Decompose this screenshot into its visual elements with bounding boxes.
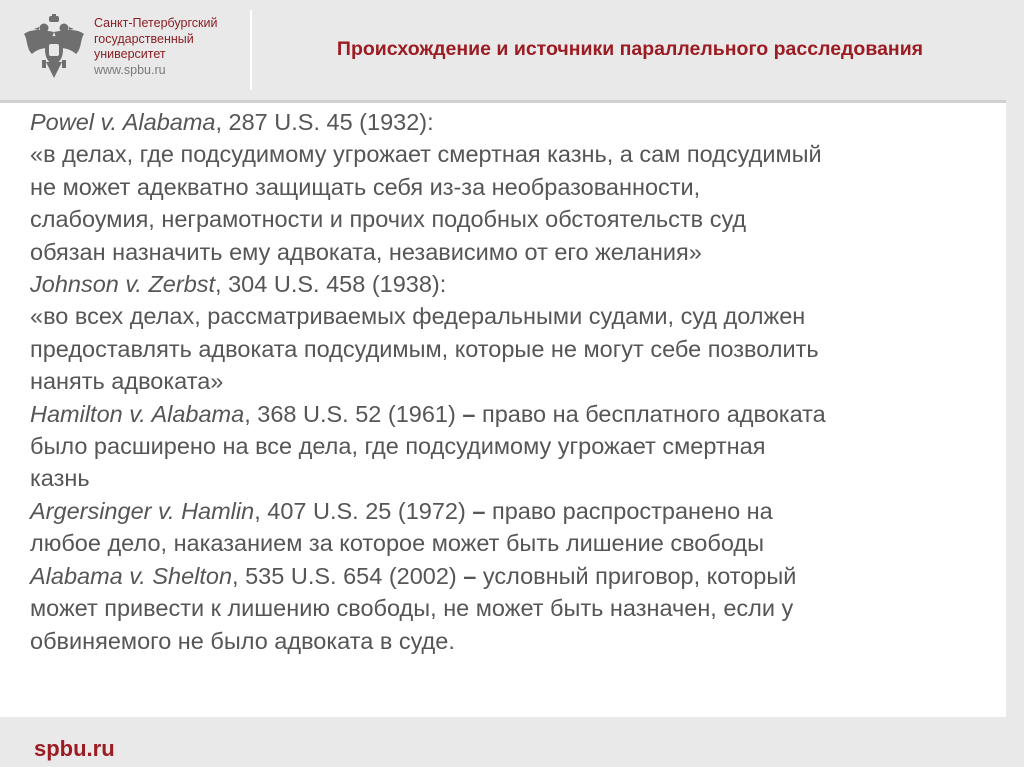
right-rail [1006, 0, 1024, 767]
text-line: предоставлять адвоката подсудимым, которые не могут себе позволить [30, 335, 819, 362]
dash: – [463, 562, 477, 589]
dash: – [462, 400, 476, 427]
footer-band [0, 717, 1024, 767]
logo-line: Санкт-Петербургский [94, 16, 218, 30]
case-text: право на бесплатного адвоката [475, 400, 826, 427]
case-name: Hamilton v. Alabama [30, 400, 245, 427]
text-line: не может адекватно защищать себя из-за необразованности, [30, 173, 701, 200]
case-line [30, 398, 1002, 430]
logo-line: университет [94, 47, 166, 61]
case-line [30, 560, 1002, 592]
case-citation: , 287 U.S. 45 (1932): [215, 109, 434, 135]
eagle-emblem-icon [22, 14, 86, 80]
text-line: обязан назначить ему адвоката, независимо от его желания» [30, 238, 702, 265]
text-line: «во всех делах, рассматриваемых федеральными судами, суд должен [30, 303, 806, 330]
case-text: условный приговор, который [476, 562, 797, 589]
university-logo-text [94, 16, 254, 78]
case-line [30, 106, 1002, 138]
case-line [30, 268, 1002, 300]
page-title: Происхождение и источники параллельного расследования [336, 38, 924, 60]
case-citation: , 535 U.S. 654 (2002) [232, 562, 464, 589]
header-rule [0, 100, 1024, 103]
case-citation: , 407 U.S. 25 (1972) [254, 497, 473, 524]
case-line [30, 495, 1002, 527]
footer-brand: spbu.ru [34, 736, 115, 761]
text-line: любое дело, наказанием за которое может быть лишение свободы [30, 530, 764, 557]
case-citation: , 368 U.S. 52 (1961) [244, 400, 463, 427]
slide-body [30, 106, 1002, 657]
text-line: было расширено на все дела, где подсудимому угрожает смертная [30, 433, 766, 460]
case-name: Johnson v. Zerbst [30, 271, 216, 298]
text-line: слабоумия, неграмотности и прочих подобных обстоятельств суд [30, 206, 747, 233]
case-name: Powel v. Alabama [30, 109, 216, 135]
dash: – [472, 497, 486, 524]
text-line: казнь [30, 465, 90, 492]
logo-url: www.spbu.ru [94, 62, 166, 77]
header-divider [250, 10, 252, 90]
logo-line: государственный [94, 31, 194, 46]
text-line: нанять адвоката» [30, 368, 224, 395]
text-line: «в делах, где подсудимому угрожает смертная казнь, а сам подсудимый [30, 141, 822, 168]
case-name: Alabama v. Shelton [30, 562, 233, 589]
case-name: Argersinger v. Hamlin [30, 497, 255, 524]
text-line: обвиняемого не было адвоката в суде. [30, 627, 455, 654]
case-citation: , 304 U.S. 458 (1938): [215, 271, 447, 298]
text-line: может привести к лишению свободы, не может быть назначен, если у [30, 595, 794, 622]
case-text: право распространено на [485, 497, 773, 524]
